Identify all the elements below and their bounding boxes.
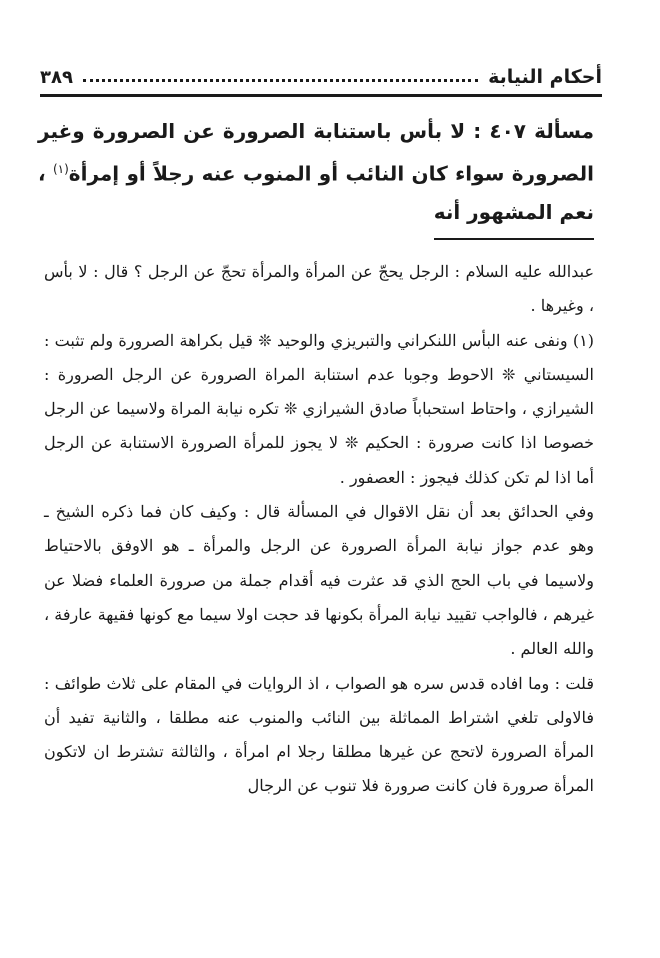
page-number: ٣٨٩ [40, 67, 73, 88]
main-text [38, 112, 594, 231]
footnote-separator [434, 238, 594, 240]
footnote-hadaiq-quote: وفي الحدائق بعد أن نقل الاقوال في المسألة قال : وكيف كان فما ذكره الشيخ ـ وهو عدم جواز نيابة المرأة الصرورة عن الرجل والمرأة ـ هو الاوفق بالاحتياط ولاسيما في باب الحج الذي قد عثرت فيه أقدام جملة من صرورة العلماء فضلا عن غيرهم ، فالواجب تقييد نيابة المرأة بكونها قد حجت اولا سيما مع كونها فقيهة عارفة ، والله العالم . [44, 502, 594, 659]
main-text-part2: ، نعم المشهور أنه [38, 161, 594, 224]
header-rule [40, 94, 602, 97]
book-title: أحكام النيابة [488, 66, 602, 88]
footnote-qultu: قلت : وما افاده قدس سره هو الصواب ، اذ الروايات في المقام على ثلاث طوائف : فالاولى تلغي اشتراط المماثلة بين النائب والمنوب عنه مطلقا ، والثانية تفيد أن المرأة الصرورة لاتحج عن غيرها مطلقا رجلا ام امرأة ، والثالثة تشترط ان لاتكون المرأة صرورة فان كانت صرورة فلا تنوب عن الرجال [44, 673, 594, 796]
header-dot-leader [83, 78, 478, 82]
main-text-part1: لا بأس باستنابة الصرورة عن الصرورة وغير الصرورة سواء كان النائب أو المنوب عنه رجلاً أو إمرأة [38, 119, 594, 186]
footnote-1: (١) ونفى عنه البأس اللنكراني والتبريزي والوحيد ❊ قيل بكراهة الصرورة ولم تثبت : السيستاني ❊ الاحوط وجوبا عدم استنابة المراة الصرورة عن الرجل الصرورة : الشيرازي ، واحتاط استحباباً صادق الشيرازي ❊ تكره نيابة المراة ولاسيما عن الرجل خصوصا اذا كانت صرورة : الحكيم ❊ لا يجوز للمرأة الصرورة الاستنابة عن الرجل أما اذا لم تكن كذلك فيجوز : العصفور . [44, 330, 595, 487]
footnote-continuation: عبدالله عليه السلام : الرجل يحجّ عن المرأة والمرأة تحجّ عن الرجل ؟ قال : لا بأس ، وغيرها . [44, 262, 594, 316]
footnotes [44, 255, 594, 804]
running-header [40, 58, 602, 88]
issue-label: مسألة ٤٠٧ : [473, 119, 594, 143]
footnote-marker: (١) [52, 162, 69, 176]
